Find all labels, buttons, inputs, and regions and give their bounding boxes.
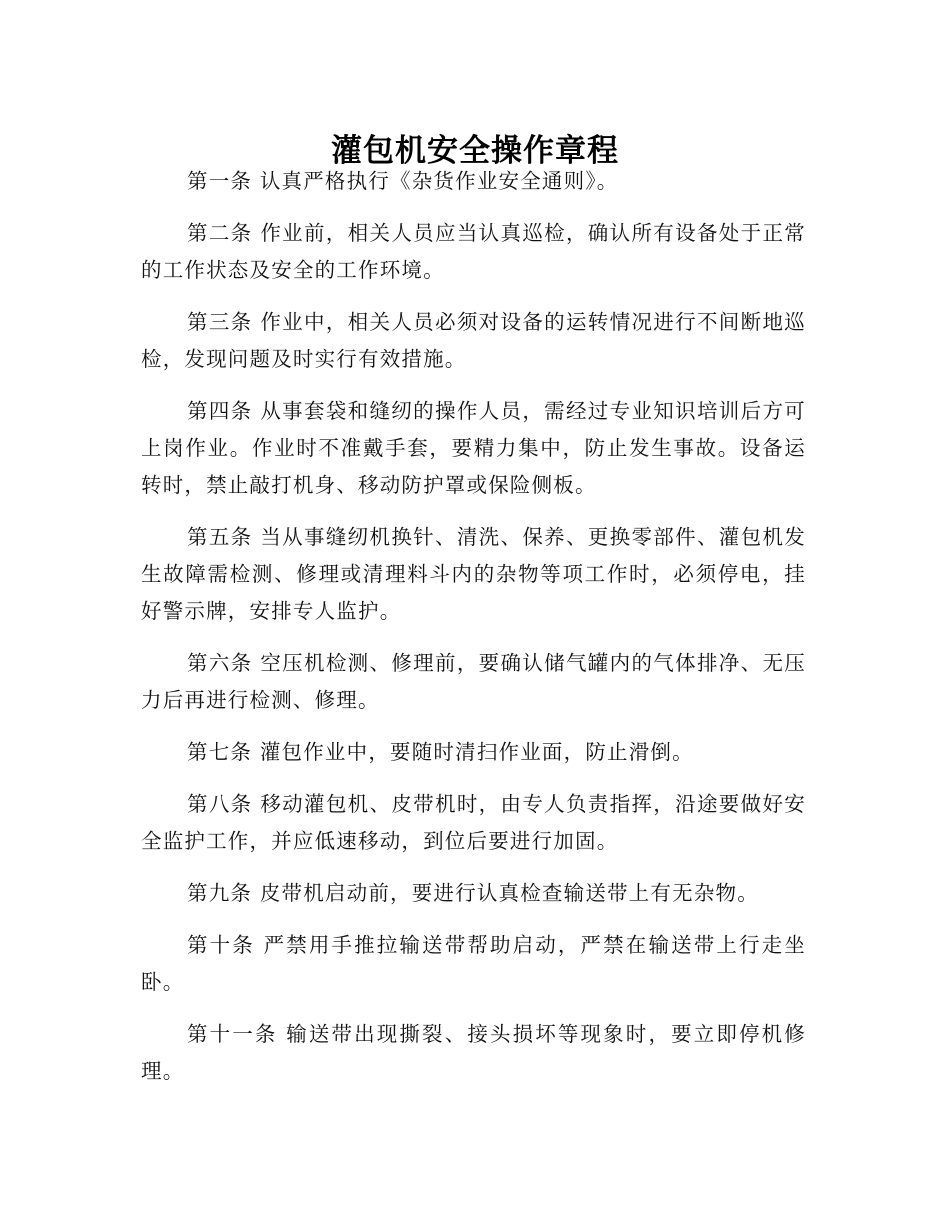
- article-2: 第二条 作业前，相关人员应当认真巡检，确认所有设备处于正常的工作状态及安全的工作环境。: [141, 221, 806, 282]
- article-10: 第十条 严禁用手推拉输送带帮助启动，严禁在输送带上行走坐卧。: [141, 933, 806, 994]
- article-9: 第九条 皮带机启动前，要进行认真检查输送带上有无杂物。: [187, 881, 759, 905]
- article-5: 第五条 当从事缝纫机换针、清洗、保养、更换零部件、灌包机发生故障需检测、修理或清理料斗内的杂物等项工作时，必须停电，挂好警示牌，安排专人监护。: [141, 525, 806, 623]
- article-1: 第一条 认真严格执行《杂货作业安全通则》。: [187, 169, 619, 193]
- article-7: 第七条 灌包作业中，要随时清扫作业面，防止滑倒。: [187, 740, 694, 764]
- article-6: 第六条 空压机检测、修理前，要确认储气罐内的气体排净、无压力后再进行检测、修理。: [141, 651, 806, 712]
- article-3: 第三条 作业中，相关人员必须对设备的运转情况进行不间断地巡检，发现问题及时实行有效措施。: [141, 310, 806, 371]
- article-11: 第十一条 输送带出现撕裂、接头损坏等现象时，要立即停机修理。: [141, 1022, 806, 1083]
- document-body: [141, 163, 806, 1105]
- article-4: 第四条 从事套袋和缝纫的操作人员，需经过专业知识培训后方可上岗作业。作业时不准戴手套，要精力集中，防止发生事故。设备运转时，禁止敲打机身、移动防护罩或保险侧板。: [141, 399, 806, 497]
- article-8: 第八条 移动灌包机、皮带机时，由专人负责指挥，沿途要做好安全监护工作，并应低速移动，到位后要进行加固。: [141, 792, 806, 853]
- document-title: 灌包机安全操作章程: [331, 132, 619, 169]
